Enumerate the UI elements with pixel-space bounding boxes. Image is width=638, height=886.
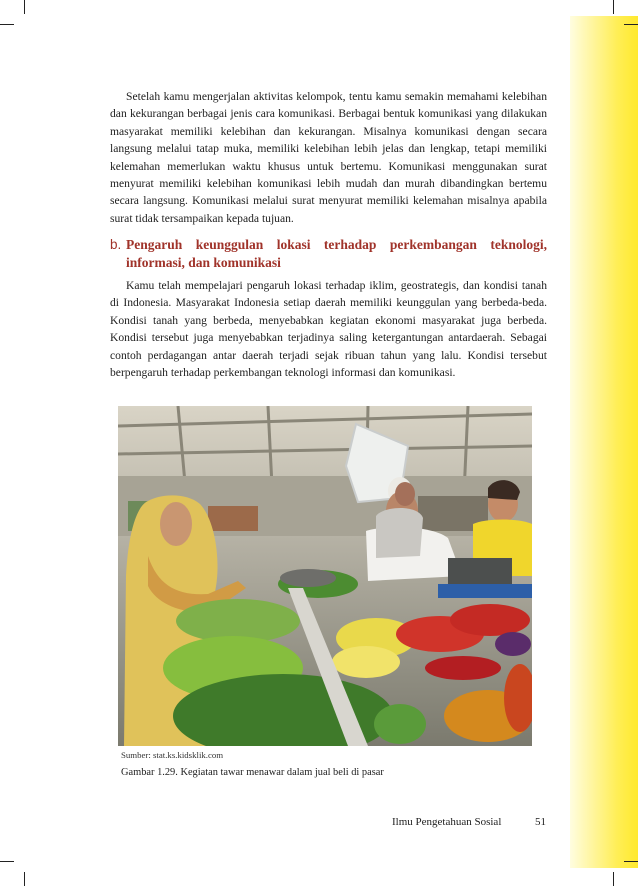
crop-mark-bottom-left-h bbox=[0, 861, 14, 862]
figure-caption: Gambar 1.29. Kegiatan tawar menawar dalam jual beli di pasar bbox=[121, 767, 384, 778]
yellow-side-bar bbox=[570, 16, 638, 868]
crop-mark-top-right-v bbox=[613, 0, 614, 14]
market-photo bbox=[118, 406, 532, 746]
crop-mark-bottom-right-v bbox=[613, 872, 614, 886]
page-number: 51 bbox=[535, 816, 546, 828]
footer-book-title: Ilmu Pengetahuan Sosial bbox=[392, 816, 502, 828]
figure-source: Sumber: stat.ks.kidsklik.com bbox=[121, 750, 224, 760]
section-title: Pengaruh keunggulan lokasi terhadap perkembangan teknologi, informasi, dan komunikasi bbox=[126, 237, 547, 270]
body-paragraph-text: Kamu telah mempelajari pengaruh lokasi terhadap iklim, geostrategis, dan kondisi tanah di Indonesia. Masyarakat Indonesia setiap daerah memiliki keunggulan yang berbeda-beda. Kondisi tanah yang berbeda, menyebabkan kegiatan ekonomi masyarakat juga berbeda. Kondisi tersebut juga menyebabkan terjadinya saling ketergantungan antardaerah. Sebagai contoh perdagangan antar daerah terjadi sejak ribuan tahun yang lalu. Kondisi tersebut berpengaruh terhadap perkembangan teknologi informasi dan komunikasi. bbox=[110, 279, 547, 380]
crop-mark-bottom-right-h bbox=[624, 861, 638, 862]
crop-mark-bottom-left-v bbox=[24, 872, 25, 886]
crop-mark-top-right-h bbox=[624, 24, 638, 25]
crop-mark-top-left-h bbox=[0, 24, 14, 25]
intro-paragraph-text: Setelah kamu mengerjalan aktivitas kelompok, tentu kamu semakin memahami kelebihan dan kekurangan berbagai jenis cara komunikasi. Berbagai bentuk komunikasi yang dilakukan masyarakat memiliki kelebihan dan kekurangan. Misalnya komunikasi dengan secara langsung melalui tatap muka, memiliki kelebihan lebih jelas dan lengkap, tetapi memiliki kelemahan memerlukan waktu khusus untuk bertemu. Komunikasi menggunakan surat menyurat memiliki kelebihan komunikasi lebih mudah dan murah dibandingkan bertemu secara langsung. Komunikasi melalui surat menyurat memiliki kelemahan misalnya apabila surat tidak tersampaikan kepada tujuan. bbox=[110, 90, 547, 225]
section-heading bbox=[110, 236, 547, 271]
body-paragraph bbox=[110, 277, 547, 381]
intro-paragraph bbox=[110, 88, 547, 227]
section-letter: b. bbox=[110, 237, 122, 252]
crop-mark-top-left-v bbox=[24, 0, 25, 14]
